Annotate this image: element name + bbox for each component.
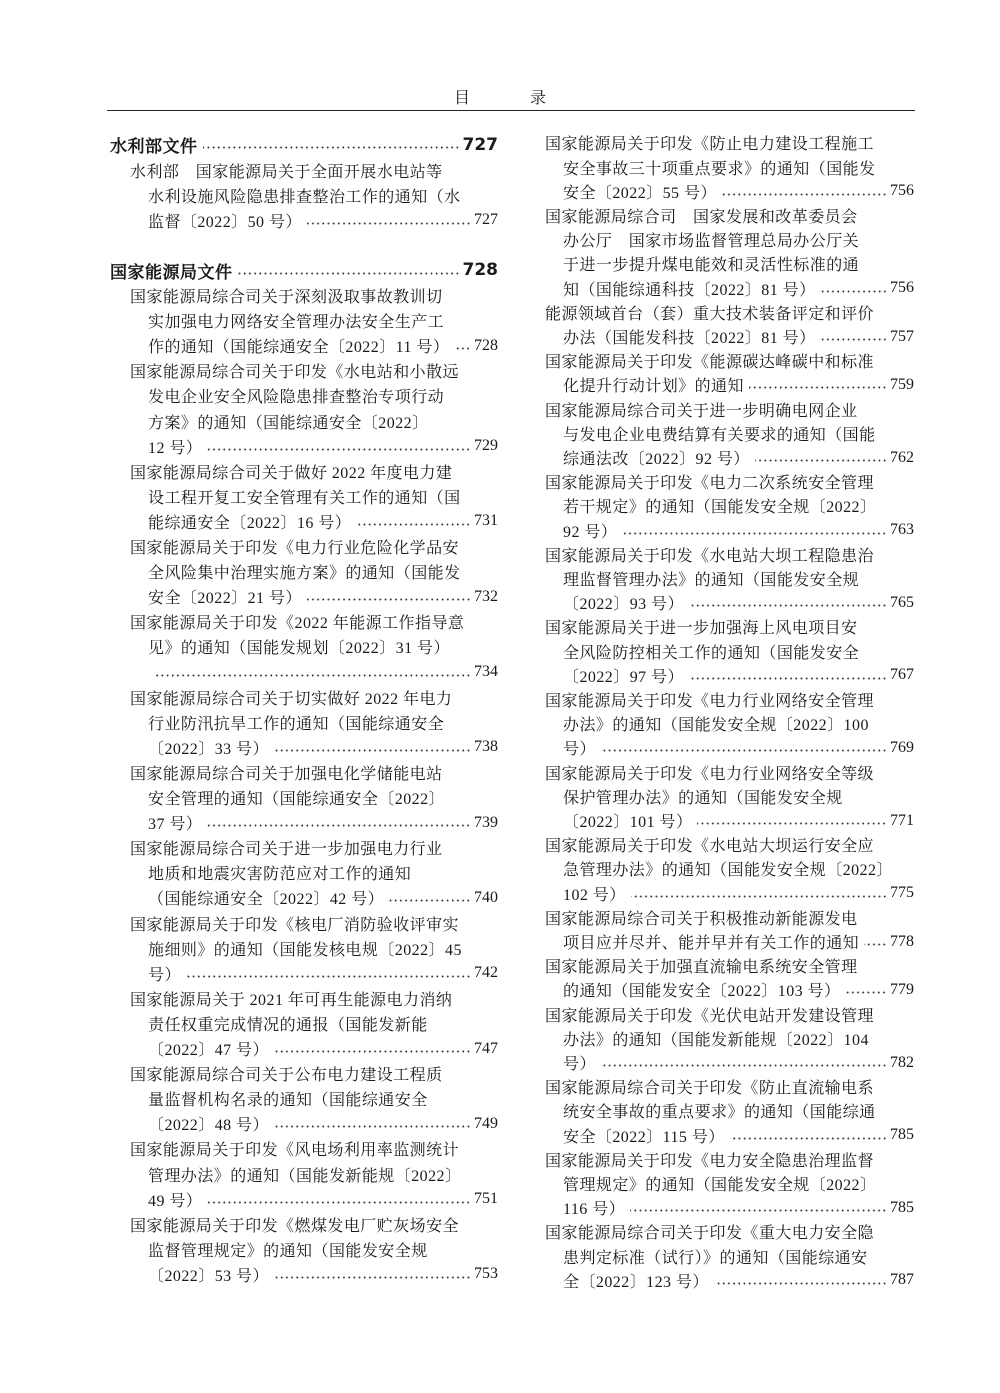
toc-entry-text: 国家能源局关于印发《电力安全隐患治理监督: [545, 1152, 875, 1170]
toc-entry-line-with-page: [110, 509, 498, 534]
toc-entry-line-with-page: [110, 208, 498, 233]
toc-entry-text: 〔2022〕53 号）: [148, 1267, 269, 1285]
toc-entry-line: [545, 228, 914, 252]
toc-entry-text: 方案》的通知（国能综通安全〔2022〕: [148, 414, 429, 432]
toc-entry-line-with-page: [110, 258, 498, 283]
dot-leader: [356, 523, 471, 526]
page-number[interactable]: 734: [474, 663, 498, 681]
toc-entry-text: 国家能源局关于 2021 年可再生能源电力消纳: [130, 991, 453, 1009]
toc-entry-text: 化提升行动计划》的通知: [563, 378, 744, 396]
page-number[interactable]: 751: [474, 1190, 498, 1208]
toc-entry-line-with-page: [545, 179, 914, 203]
toc-entry-line-with-page: [110, 885, 498, 910]
toc-entry-text: 地质和地震灾害防范应对工作的通知: [148, 866, 412, 884]
toc-entry-line: [545, 155, 914, 179]
toc-entry-line: [110, 1061, 498, 1086]
toc-entry-text: 发电企业安全风险隐患排查整治专项行动: [148, 389, 445, 407]
page-number[interactable]: 728: [474, 336, 498, 354]
toc-entry-line: [110, 936, 498, 961]
toc-entry-line-with-page: [545, 930, 914, 954]
toc-entry-text: 国家能源局综合司关于进一步明确电网企业: [545, 402, 858, 420]
toc-entry-text: 〔2022〕97 号）: [563, 668, 684, 686]
toc-entry-text: 国家能源局综合司关于进一步加强电力行业: [130, 841, 443, 859]
toc-entry-line-with-page: [110, 333, 498, 358]
toc-entry-line: [545, 760, 914, 784]
toc-entry-line: [110, 183, 498, 208]
toc-entry-text: 与发电企业电费结算有关要求的通知（国能: [563, 426, 876, 444]
toc-entry-text: 统安全事故的重点要求》的通知（国能综通: [563, 1104, 876, 1122]
dot-leader: [454, 347, 471, 350]
toc-entry-line-with-page: [110, 1111, 498, 1136]
page-number[interactable]: 749: [474, 1114, 498, 1132]
toc-entry-line: [110, 1162, 498, 1187]
toc-entry-text: 国家能源局综合司 国家发展和改革委员会: [545, 209, 858, 227]
toc-entry-text: 办公厅 国家市场监督管理总局办公厅关: [563, 233, 860, 251]
toc-entry-line-with-page: [545, 591, 914, 615]
toc-entry-text: 水利设施风险隐患排查整治工作的通知（水: [148, 188, 461, 206]
toc-entry-line: [110, 609, 498, 634]
toc-entry-line: [545, 615, 914, 639]
toc-entry-text: 作的通知（国能综通安全〔2022〕11 号）: [148, 339, 450, 357]
toc-entry-line-with-page: [110, 1036, 498, 1061]
toc-entry-line: [110, 911, 498, 936]
page-number[interactable]: 775: [890, 884, 914, 902]
toc-entry-text: 行业防汛抗旱工作的通知（国能综通安全: [148, 715, 445, 733]
toc-entry-line-with-page: [110, 584, 498, 609]
dot-leader: [307, 222, 471, 225]
toc-entry-text: 能源领域首台（套）重大技术装备评定和评价: [545, 305, 875, 323]
toc-entry-text: 国家能源局关于印发《光伏电站开发建设管理: [545, 1007, 875, 1025]
toc-entry-text: 办法（国能发科技〔2022〕81 号）: [563, 330, 816, 348]
dot-leader: [845, 991, 887, 994]
toc-entry-text: 安全〔2022〕115 号）: [563, 1128, 725, 1146]
toc-entry-line: [110, 383, 498, 408]
toc-entry-line-with-page: [110, 1262, 498, 1287]
dot-leader: [389, 899, 471, 902]
page-number[interactable]: 731: [474, 512, 498, 530]
toc-entry-text: 办法》的通知（国能发安全规〔2022〕100: [563, 717, 869, 735]
dot-leader: [821, 338, 887, 341]
toc-entry-line: [545, 712, 914, 736]
dot-leader: [203, 146, 460, 149]
dot-leader: [601, 749, 887, 752]
toc-entry-line-with-page: [545, 736, 914, 760]
dot-leader: [631, 895, 887, 898]
toc-entry-text: 国家能源局关于印发《电力行业网络安全等级: [545, 765, 875, 783]
toc-entry-line-with-page: [110, 961, 498, 986]
toc-entry-line: [545, 784, 914, 808]
toc-entry-text: 国家能源局关于加强直流输电系统安全管理: [545, 959, 858, 977]
page-number[interactable]: 738: [474, 738, 498, 756]
toc-entry-text: 〔2022〕48 号）: [148, 1117, 269, 1135]
toc-entry-text: 患判定标准（试行）》的通知（国能综通安: [563, 1249, 868, 1267]
toc-entry-line: [110, 283, 498, 308]
toc-entry-line: [545, 300, 914, 324]
header-rule: [107, 110, 915, 111]
toc-entry-text: 水利部文件: [110, 137, 198, 158]
toc-entry-line-with-page: [545, 518, 914, 542]
page-number[interactable]: 771: [890, 811, 914, 829]
dot-leader: [749, 386, 887, 389]
toc-entry-line-with-page: [110, 735, 498, 760]
page-number[interactable]: 756: [890, 182, 914, 200]
toc-entry-line-with-page: [110, 1187, 498, 1212]
toc-entry-text: 责任权重完成情况的通报（国能发新能: [148, 1016, 428, 1034]
toc-title: [0, 85, 1000, 108]
dot-leader: [274, 1050, 471, 1053]
toc-entry-text: 〔2022〕93 号）: [563, 596, 684, 614]
toc-title-char: 录: [530, 90, 547, 107]
toc-entry-text: 全风险集中治理实施方案》的通知（国能发: [148, 565, 461, 583]
toc-entry-line: [110, 559, 498, 584]
page-number[interactable]: 779: [890, 980, 914, 998]
page-number[interactable]: 727: [462, 134, 498, 155]
toc-entry-text: 理监督管理办法》的通知（国能发安全规: [563, 572, 860, 590]
dot-leader: [601, 1064, 887, 1067]
toc-entry-line: [545, 857, 914, 881]
toc-entry-line: [110, 1136, 498, 1161]
toc-entry-text: 〔2022〕101 号）: [563, 814, 693, 832]
toc-entry-line: [545, 1075, 914, 1099]
toc-entry-text: 102 号）: [563, 886, 626, 904]
page-number[interactable]: 765: [890, 593, 914, 611]
toc-entry-text: 监督〔2022〕50 号）: [148, 213, 302, 231]
toc-entry-text: 49 号）: [148, 1192, 203, 1210]
toc-entry-text: 国家能源局综合司关于做好 2022 年度电力建: [130, 464, 453, 482]
toc-entry-line: [110, 1011, 498, 1036]
toc-entry-line: [545, 397, 914, 421]
page-number[interactable]: 742: [474, 964, 498, 982]
page-number[interactable]: 756: [890, 279, 914, 297]
toc-entry-line: [110, 358, 498, 383]
toc-entry-text: 国家能源局关于印发《核电厂消防验收评审实: [130, 916, 460, 934]
page-number[interactable]: 785: [890, 1126, 914, 1144]
toc-entry-line-with-page: [545, 276, 914, 300]
dot-leader: [238, 272, 460, 275]
toc-entry-text: 〔2022〕33 号）: [148, 740, 269, 758]
toc-entry-text: 的通知（国能发安全〔2022〕103 号）: [563, 983, 841, 1001]
dot-leader: [689, 604, 887, 607]
toc-entry-text: 国家能源局关于印发《水电站大坝运行安全应: [545, 838, 875, 856]
toc-entry-text: 国家能源局关于印发《电力行业网络安全管理: [545, 693, 875, 711]
toc-entry-text: 监督管理规定》的通知（国能发安全规: [148, 1242, 428, 1260]
toc-entry-line: [545, 1172, 914, 1196]
toc-entry-line: [545, 954, 914, 978]
toc-entry-text: 管理办法》的通知（国能发新能规〔2022〕: [148, 1167, 462, 1185]
toc-entry-text: 急管理办法》的通知（国能发安全规〔2022〕: [563, 862, 893, 880]
dot-leader: [821, 290, 887, 293]
toc-entry-line: [110, 409, 498, 434]
page-number[interactable]: 769: [890, 738, 914, 756]
toc-entry-text: 国家能源局综合司关于公布电力建设工程质: [130, 1067, 443, 1085]
toc-entry-line: [110, 760, 498, 785]
toc-entry-text: 实加强电力网络安全管理办法安全生产工: [148, 314, 445, 332]
page-number[interactable]: 728: [462, 260, 498, 281]
toc-entry-line-with-page: [545, 373, 914, 397]
page-number[interactable]: 759: [890, 375, 914, 393]
toc-entry-line: [545, 688, 914, 712]
toc-entry-line-with-page: [110, 434, 498, 459]
page-number[interactable]: 762: [890, 448, 914, 466]
toc-entry-line-with-page: [545, 809, 914, 833]
toc-entry-text: 国家能源局综合司关于深刻汲取事故教训切: [130, 289, 443, 307]
toc-entry-line-with-page: [110, 660, 498, 685]
dot-leader: [207, 1201, 471, 1204]
toc-entry-line: [545, 1026, 914, 1050]
toc-entry-text: 号）: [563, 741, 596, 759]
toc-entry-line: [110, 1086, 498, 1111]
toc-entry-line-with-page: [545, 663, 914, 687]
page-number[interactable]: 763: [890, 521, 914, 539]
toc-entry-line-with-page: [545, 1268, 914, 1292]
toc-entry-line: [545, 421, 914, 445]
dot-leader: [755, 459, 887, 462]
toc-entry-line: [545, 470, 914, 494]
toc-entry-line: [110, 484, 498, 509]
dot-leader: [864, 943, 887, 946]
toc-entry-text: 办法》的通知（国能发新能规〔2022〕104: [563, 1031, 869, 1049]
toc-entry-text: 水利部 国家能源局关于全面开展水电站等: [130, 163, 443, 181]
toc-entry-text: 能综通安全〔2022〕16 号）: [148, 514, 352, 532]
toc-entry-text: 国家能源局文件: [110, 262, 233, 283]
toc-entry-line: [545, 1220, 914, 1244]
toc-entry-line: [545, 494, 914, 518]
toc-entry-text: 国家能源局综合司关于印发《防止直流输电系: [545, 1080, 875, 1098]
toc-entry-line: [110, 459, 498, 484]
toc-entry-line-with-page: [545, 978, 914, 1002]
toc-entry-line-with-page: [545, 1051, 914, 1075]
toc-entry-line-with-page: [545, 446, 914, 470]
toc-entry-line: [545, 1002, 914, 1026]
toc-entry-text: 国家能源局关于印发《风电场利用率监测统计: [130, 1142, 460, 1160]
toc-title-char: 目: [453, 90, 470, 107]
page-number[interactable]: 727: [474, 211, 498, 229]
dot-leader: [722, 193, 887, 196]
toc-entry-line: [110, 986, 498, 1011]
toc-entry-text: 全〔2022〕123 号）: [563, 1273, 709, 1291]
toc-entry-line: [545, 639, 914, 663]
dot-leader: [730, 1137, 887, 1140]
toc-entry-text: 保护管理办法》的通知（国能发安全规: [563, 789, 843, 807]
page-number[interactable]: 785: [890, 1198, 914, 1216]
toc-entry-text: 国家能源局综合司关于加强电化学储能电站: [130, 765, 443, 783]
dot-leader: [153, 674, 471, 677]
toc-entry-line: [545, 349, 914, 373]
toc-entry-line: [545, 905, 914, 929]
toc-entry-text: 国家能源局关于印发《电力行业危险化学品安: [130, 540, 460, 558]
toc-entry-text: 安全〔2022〕55 号）: [563, 184, 717, 202]
toc-entry-text: 综通法改〔2022〕92 号）: [563, 451, 750, 469]
dot-leader: [274, 749, 471, 752]
toc-entry-line-with-page: [545, 881, 914, 905]
toc-entry-line: [110, 1212, 498, 1237]
toc-entry-line: [110, 634, 498, 659]
toc-entry-text: 设工程开复工安全管理有关工作的通知（国: [148, 489, 461, 507]
page-number[interactable]: 740: [474, 888, 498, 906]
toc-entry-text: 安全管理的通知（国能综通安全〔2022〕: [148, 791, 446, 809]
page-number[interactable]: 767: [890, 666, 914, 684]
toc-entry-text: （国能综通安全〔2022〕42 号）: [148, 891, 385, 909]
dot-leader: [689, 677, 887, 680]
toc-entry-line-with-page: [110, 132, 498, 157]
toc-entry-line: [545, 252, 914, 276]
toc-entry-line: [110, 710, 498, 735]
toc-entry-text: 〔2022〕47 号）: [148, 1042, 269, 1060]
toc-entry-line-with-page: [545, 325, 914, 349]
toc-entry-text: 37 号）: [148, 816, 203, 834]
toc-entry-text: 项目应并尽并、能并早并有关工作的通知: [563, 935, 860, 953]
toc-entry-line: [545, 204, 914, 228]
dot-leader: [186, 975, 471, 978]
toc-entry-line: [110, 685, 498, 710]
dot-leader: [274, 1125, 471, 1128]
dot-leader: [307, 598, 471, 601]
toc-entry-text: 国家能源局综合司关于切实做好 2022 年电力: [130, 690, 453, 708]
toc-entry-text: 92 号）: [563, 523, 618, 541]
page-number[interactable]: 732: [474, 587, 498, 605]
toc-entry-text: 国家能源局关于印发《燃煤发电厂贮灰场安全: [130, 1217, 460, 1235]
page-number[interactable]: 747: [474, 1039, 498, 1057]
toc-entry-text: 国家能源局关于进一步加强海上风电项目安: [545, 620, 858, 638]
toc-entry-line: [110, 785, 498, 810]
page-number[interactable]: 753: [474, 1265, 498, 1283]
dot-leader: [207, 448, 471, 451]
page-number[interactable]: 757: [890, 327, 914, 345]
toc-entry-line: [110, 158, 498, 183]
toc-entry-line: [545, 567, 914, 591]
page-number[interactable]: 787: [890, 1271, 914, 1289]
toc-entry-text: 安全〔2022〕21 号）: [148, 590, 302, 608]
toc-entry-text: 于进一步提升煤电能效和灵活性标准的通: [563, 257, 860, 275]
dot-leader: [697, 822, 887, 825]
toc-entry-line: [110, 308, 498, 333]
toc-entry-line: [110, 835, 498, 860]
toc-entry-text: 知（国能综通科技〔2022〕81 号）: [563, 281, 816, 299]
toc-entry-line-with-page: [545, 1196, 914, 1220]
toc-entry-line-with-page: [545, 1123, 914, 1147]
toc-entry-text: 12 号）: [148, 439, 203, 457]
toc-entry-text: 全风险防控相关工作的通知（国能发安全: [563, 644, 860, 662]
toc-entry-text: 若干规定》的通知（国能发安全规〔2022〕: [563, 499, 877, 517]
page-number[interactable]: 739: [474, 813, 498, 831]
toc-entry-line: [545, 1244, 914, 1268]
toc-entry-text: 国家能源局关于印发《能源碳达峰碳中和标准: [545, 354, 875, 372]
toc-entry-line: [545, 1099, 914, 1123]
toc-entry-text: 116 号）: [563, 1201, 626, 1219]
toc-entry-text: 安全事故三十项重点要求》的通知（国能发: [563, 160, 876, 178]
dot-leader: [274, 1276, 471, 1279]
toc-entry-line: [545, 131, 914, 155]
toc-entry-line: [545, 1147, 914, 1171]
page-number[interactable]: 729: [474, 437, 498, 455]
toc-entry-text: 量监督机构名录的通知（国能综通安全: [148, 1092, 428, 1110]
toc-entry-line: [110, 1237, 498, 1262]
toc-entry-line-with-page: [110, 810, 498, 835]
toc-entry-text: 国家能源局关于印发《电力二次系统安全管理: [545, 475, 875, 493]
toc-entry-text: 国家能源局关于印发《防止电力建设工程施工: [545, 136, 875, 154]
toc-entry-text: 号）: [563, 1056, 596, 1074]
toc-entry-line: [545, 833, 914, 857]
toc-entry-text: 施细则》的通知（国能发核电规〔2022〕45: [148, 941, 462, 959]
page-number[interactable]: 782: [890, 1053, 914, 1071]
toc-entry-text: 国家能源局关于印发《2022 年能源工作指导意: [130, 615, 465, 633]
dot-leader: [622, 532, 887, 535]
page-number[interactable]: 778: [890, 932, 914, 950]
toc-entry-line: [110, 860, 498, 885]
toc-entry-text: 国家能源局综合司关于印发《重大电力安全隐: [545, 1225, 875, 1243]
dot-leader: [630, 1209, 887, 1212]
toc-entry-text: 号）: [148, 966, 181, 984]
toc-entry-text: 国家能源局综合司关于印发《水电站和小散远: [130, 364, 460, 382]
toc-entry-text: 国家能源局综合司关于积极推动新能源发电: [545, 910, 858, 928]
toc-entry-text: 见》的通知（国能发规划〔2022〕31 号）: [148, 640, 450, 658]
toc-entry-text: 国家能源局关于印发《水电站大坝工程隐患治: [545, 547, 875, 565]
toc-entry-text: 管理规定》的通知（国能发安全规〔2022〕: [563, 1177, 877, 1195]
dot-leader: [207, 824, 471, 827]
dot-leader: [714, 1282, 887, 1285]
toc-entry-line: [545, 542, 914, 566]
toc-entry-line: [110, 534, 498, 559]
